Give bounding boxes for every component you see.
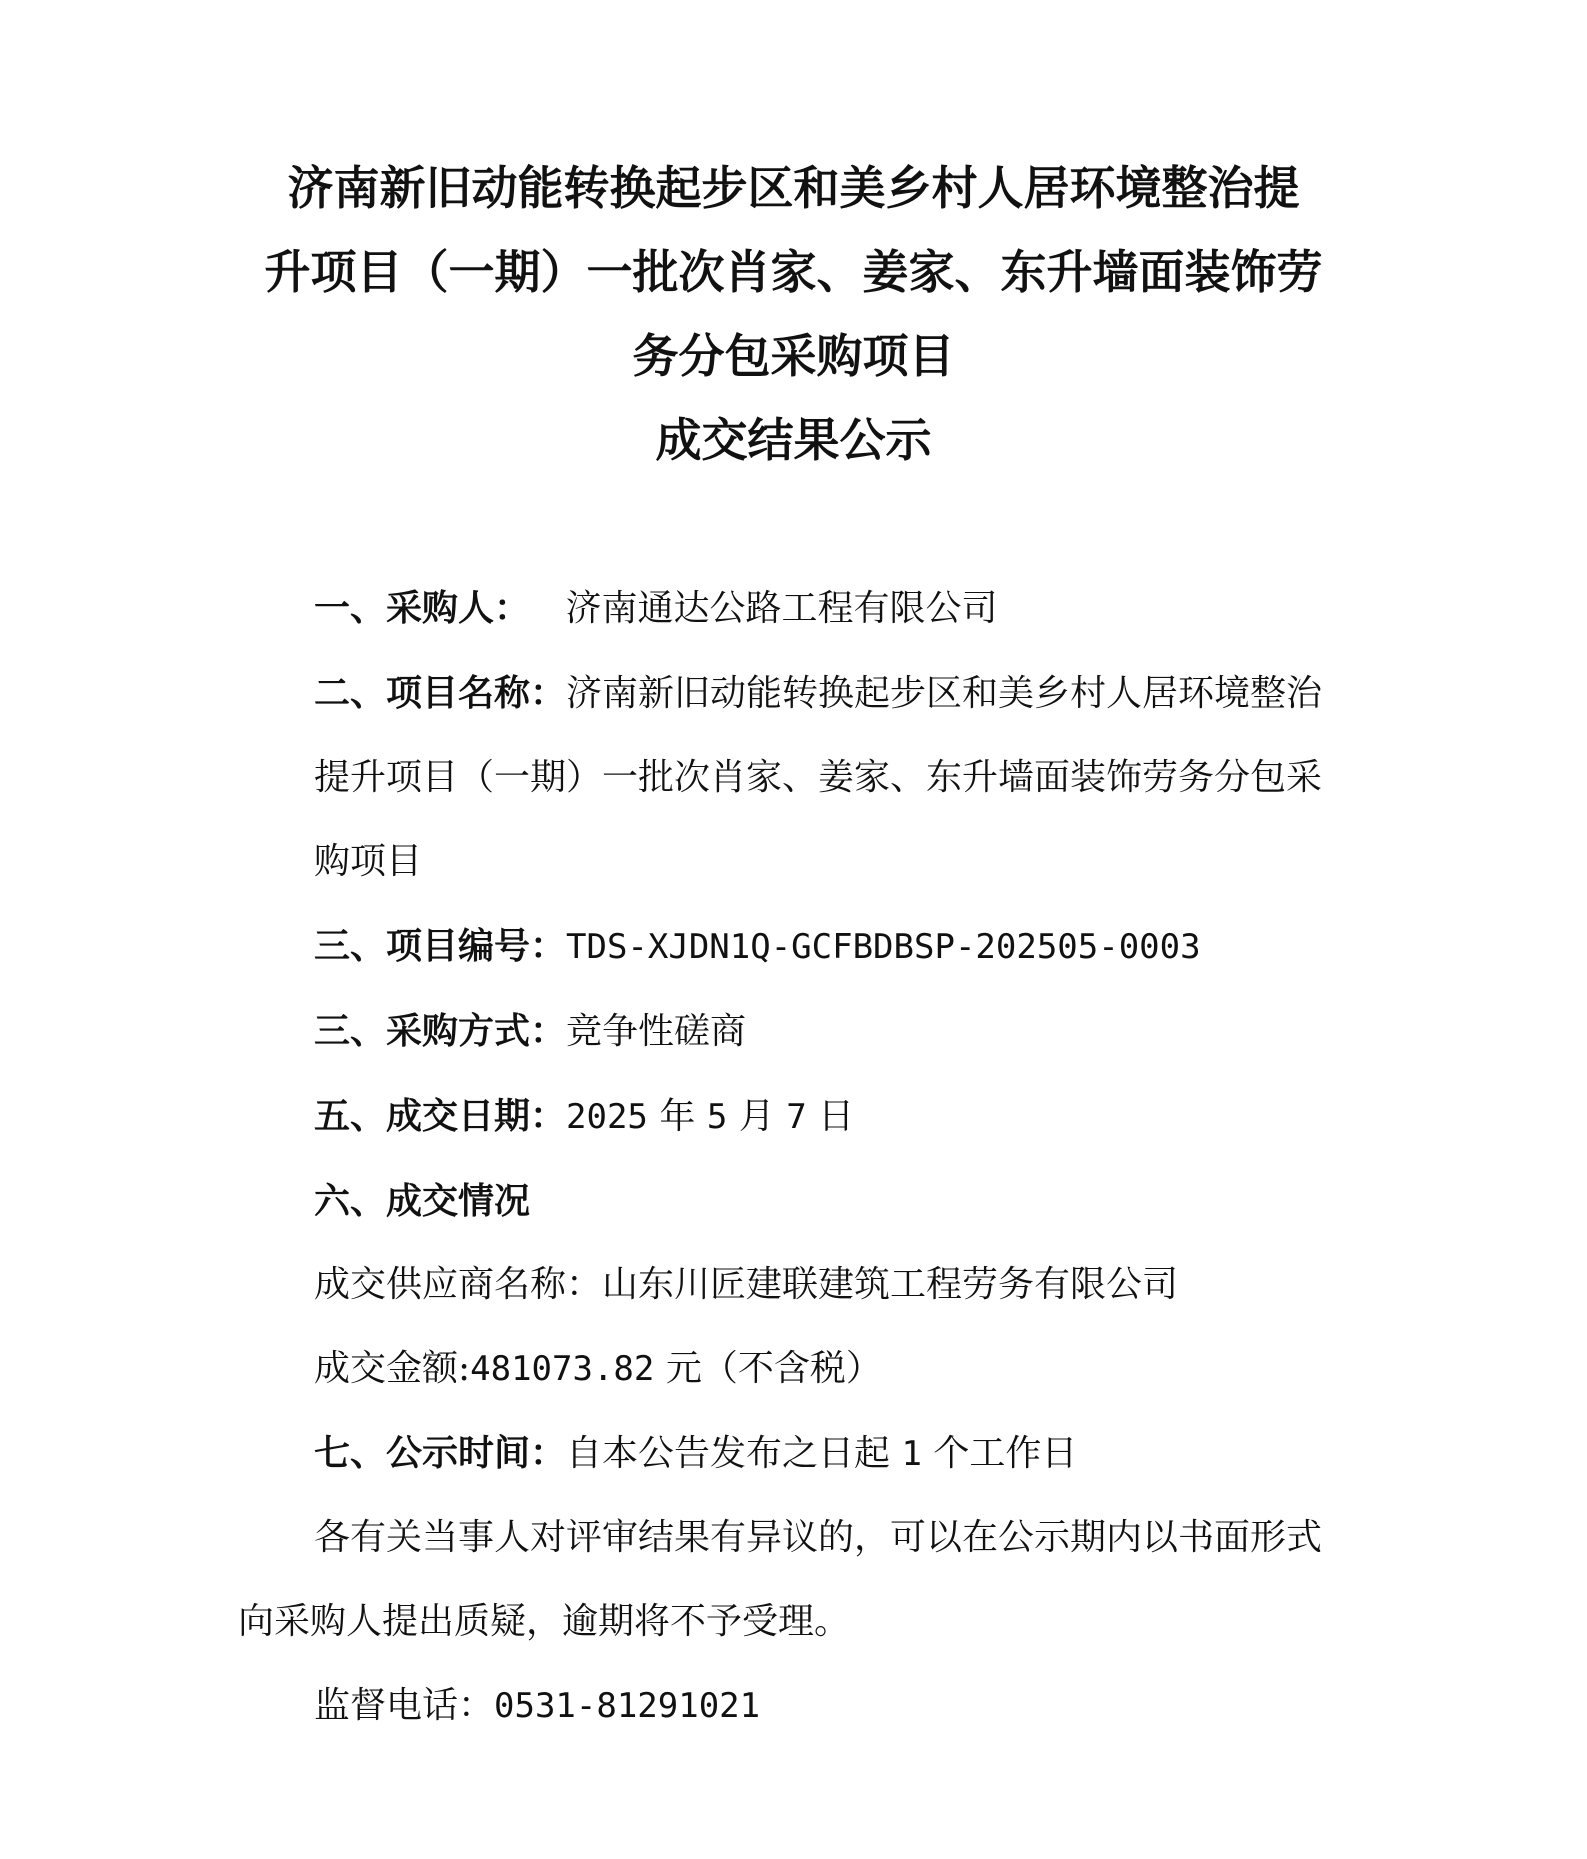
amount-value: 481073.82 bbox=[470, 1349, 655, 1389]
purchaser-value: 济南通达公路工程有限公司 bbox=[565, 588, 998, 629]
date-year: 2025 bbox=[566, 1097, 648, 1137]
publicity-row bbox=[238, 1411, 1349, 1496]
title-line-2: 升项目（一期）一批次肖家、姜家、东升墙面装饰劳 bbox=[264, 245, 1323, 299]
project-name-value-line1: 济南新旧动能转换起步区和美乡村人居环境整治 bbox=[566, 673, 1323, 714]
date-day-unit: 日 bbox=[818, 1096, 855, 1137]
publicity-prefix: 自本公告发布之日起 bbox=[566, 1433, 891, 1474]
publicity-suffix: 个工作日 bbox=[933, 1433, 1078, 1474]
title-line-1: 济南新旧动能转换起步区和美乡村人居环境整治提 bbox=[287, 161, 1300, 215]
amount-label: 成交金额: bbox=[314, 1348, 471, 1389]
project-name-label: 二、项目名称： bbox=[314, 672, 567, 714]
phone-row bbox=[238, 1664, 1349, 1748]
notice-line-2: 向采购人提出质疑，逾期将不予受理。 bbox=[238, 1601, 851, 1642]
supplier-label: 成交供应商名称： bbox=[314, 1264, 603, 1305]
date-day: 7 bbox=[786, 1097, 807, 1137]
method-row bbox=[238, 989, 1349, 1074]
amount-unit: 元（不含税） bbox=[665, 1348, 882, 1389]
date-label: 五、成交日期： bbox=[314, 1095, 567, 1137]
supplier-value: 山东川匠建联建筑工程劳务有限公司 bbox=[602, 1264, 1179, 1305]
title-line-3: 务分包采购项目 bbox=[632, 329, 955, 383]
purchaser-row bbox=[238, 566, 1349, 651]
method-label: 三、采购方式： bbox=[314, 1010, 567, 1052]
date-row bbox=[238, 1074, 1349, 1159]
date-month: 5 bbox=[706, 1097, 728, 1137]
project-number-value: TDS-XJDN1Q-GCFBDBSP-202505-0003 bbox=[566, 927, 1201, 967]
result-heading: 六、成交情况 bbox=[314, 1180, 531, 1222]
amount-row bbox=[238, 1327, 1349, 1411]
supplier-row bbox=[238, 1243, 1349, 1327]
notice-line-1: 各有关当事人对评审结果有异议的，可以在公示期内以书面形式 bbox=[314, 1517, 1323, 1558]
publicity-label: 七、公示时间： bbox=[314, 1432, 567, 1474]
project-number-row bbox=[238, 904, 1349, 989]
phone-label: 监督电话： bbox=[314, 1685, 495, 1726]
phone-value: 0531-81291021 bbox=[494, 1686, 761, 1726]
project-number-label: 三、项目编号： bbox=[314, 925, 567, 967]
project-name-continued-1: 提升项目（一期）一批次肖家、姜家、东升墙面装饰劳务分包采 bbox=[314, 757, 1323, 798]
publicity-number: 1 bbox=[901, 1434, 922, 1474]
date-year-unit: 年 bbox=[659, 1096, 696, 1137]
date-month-unit: 月 bbox=[738, 1096, 775, 1137]
project-name-row bbox=[238, 651, 1349, 736]
purchaser-label: 一、采购人： bbox=[314, 587, 531, 629]
method-value: 竞争性磋商 bbox=[566, 1011, 747, 1052]
document-body bbox=[238, 566, 1349, 1748]
document-title bbox=[238, 146, 1349, 482]
title-line-4: 成交结果公示 bbox=[655, 413, 932, 467]
project-name-continued-2: 购项目 bbox=[314, 841, 423, 882]
